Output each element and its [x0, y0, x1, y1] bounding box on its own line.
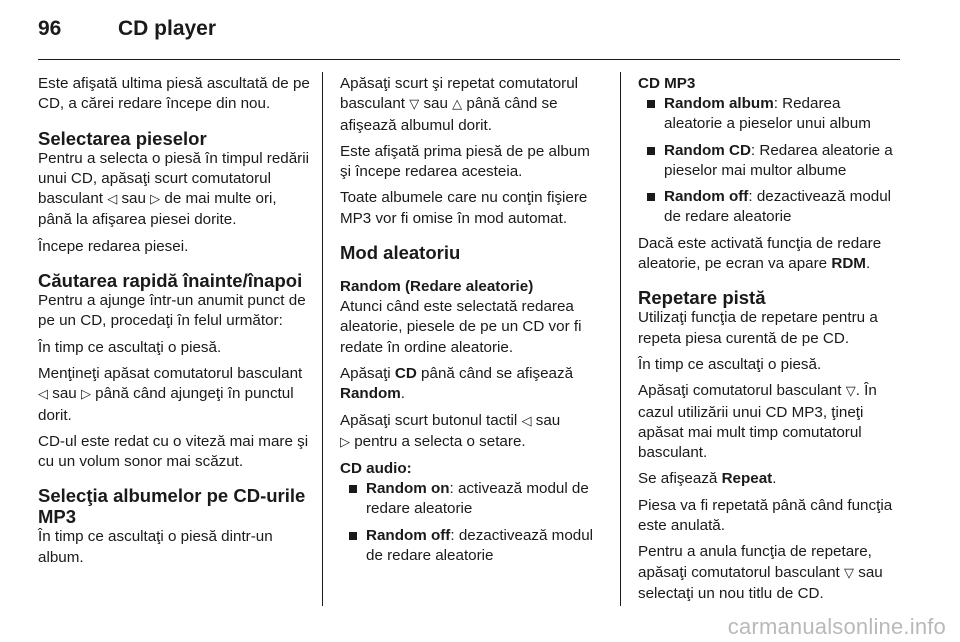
- paragraph: Apăsaţi comutatorul basculant ▽. În cazul utilizării unui CD MP3, ţineţi apăsat mai mult timp comutatorul basculant.: [638, 382, 877, 462]
- paragraph: Utilizaţi funcţia de repetare pentru a repeta piesa curentă de pe CD.: [638, 309, 878, 347]
- paragraph: Apăsaţi scurt şi repetat comutatorul basculant ▽ sau △ până când se afişează albumul dorit.: [340, 75, 579, 134]
- rocker-left-icon: ◁: [38, 387, 48, 403]
- header-rule: [38, 59, 900, 60]
- paragraph: Pentru a anula funcţia de repetare, apăsaţi comutatorul basculant ▽ sau selectaţi un nou titlu de CD.: [638, 543, 883, 602]
- list-item: Random CD: Redarea aleatorie a pieselor mai multor albume: [638, 141, 900, 182]
- column-divider: [322, 72, 323, 606]
- paragraph: Dacă este activată funcţia de redare aleatorie, pe ecran va apare RDM.: [638, 234, 882, 273]
- paragraph: Apăsaţi scurt butonul tactil ◁ sau ▷ pentru a selecta o setare.: [340, 411, 561, 450]
- paragraph: Pentru a ajunge într-un anumit punct de pe un CD, procedaţi în felul următor:: [38, 292, 306, 330]
- list-item: Random off: dezactivează modul de redare aleatorie: [340, 526, 604, 567]
- rocker-down-icon: ▽: [409, 97, 420, 113]
- watermark: carmanualsonline.info: [727, 614, 946, 639]
- list-item: Random on: activează modul de redare aleatorie: [340, 479, 604, 520]
- rocker-right-icon: ▷: [340, 434, 350, 450]
- list-item: Random off: dezactivează modul de redare aleatorie: [638, 187, 900, 228]
- paragraph: Începe redarea piesei.: [38, 237, 189, 255]
- paragraph: Este afişată ultima piesă ascultată de pe CD, a cărei redare începe din nou.: [38, 75, 310, 113]
- bullet-square-icon: [647, 100, 655, 108]
- bullet-square-icon: [647, 147, 655, 155]
- rocker-left-icon: ◁: [521, 413, 532, 429]
- bullet-square-icon: [349, 485, 357, 493]
- bullet-square-icon: [647, 193, 655, 201]
- paragraph: CD-ul este redat cu o viteză mai mare şi cu un volum sonor mai scăzut.: [38, 432, 309, 471]
- paragraph: În timp ce ascultaţi o piesă dintr-un album.: [38, 528, 273, 566]
- paragraph: Atunci când este selectată redarea aleatorie, piesele de pe un CD vor fi redate în ordine aleatorie.: [340, 298, 582, 356]
- section-heading-album-select: Selecţia albumelor pe CD-urile MP3: [38, 485, 306, 528]
- paragraph: Toate albumele care nu conţin fişiere MP3 vor fi omise în mod automat.: [340, 189, 588, 227]
- column-2: [340, 74, 604, 572]
- page-number: 96: [38, 17, 62, 40]
- subheading-random: Random (Redare aleatorie): [340, 278, 534, 296]
- rocker-left-icon: ◁: [107, 192, 118, 208]
- column-divider: [620, 72, 621, 606]
- list-item: Random album: Redarea aleatorie a pieselor unui album: [638, 94, 900, 135]
- paragraph: Apăsaţi CD până când se afişează Random.: [340, 364, 574, 403]
- column-3: [638, 74, 900, 610]
- list-mp3-options: [638, 94, 900, 228]
- paragraph: Este afişată prima piesă de pe album şi începe redarea acesteia.: [340, 142, 590, 181]
- paragraph: În timp ce ascultaţi o piesă.: [38, 338, 222, 356]
- section-heading-fast-search: Căutarea rapidă înainte/înapoi: [38, 270, 303, 292]
- section-heading-random-mode: Mod aleatoriu: [340, 242, 461, 264]
- rocker-down-icon: ▽: [845, 384, 856, 400]
- rocker-up-icon: △: [452, 97, 463, 113]
- page-header: [0, 0, 960, 62]
- list-cd-audio-options: [340, 479, 604, 566]
- paragraph: Menţineţi apăsat comutatorul basculant ◁ sau ▷ până când ajungeţi în punctul dorit.: [38, 364, 303, 424]
- paragraph: Pentru a selecta o piesă în timpul redării unui CD, apăsaţi scurt comutatorul basculant ◁ sau ▷ de mai multe ori, până la afişarea piesei dorite.: [38, 149, 309, 229]
- rocker-right-icon: ▷: [150, 192, 161, 208]
- rocker-right-icon: ▷: [80, 387, 91, 403]
- section-heading-repeat-track: Repetare pistă: [638, 287, 766, 309]
- paragraph: Piesa va fi repetată până când funcţia este anulată.: [638, 496, 893, 535]
- paragraph: În timp ce ascultaţi o piesă.: [638, 355, 822, 373]
- column-1: [38, 74, 310, 574]
- paragraph: Se afişează Repeat.: [638, 470, 777, 488]
- bullet-square-icon: [349, 532, 357, 540]
- subheading-cd-mp3: CD MP3: [638, 75, 696, 92]
- rocker-down-icon: ▽: [844, 565, 854, 581]
- section-heading-select-tracks: Selectarea pieselor: [38, 127, 207, 149]
- page-title: CD player: [118, 17, 217, 40]
- subheading-cd-audio: CD audio:: [340, 460, 412, 478]
